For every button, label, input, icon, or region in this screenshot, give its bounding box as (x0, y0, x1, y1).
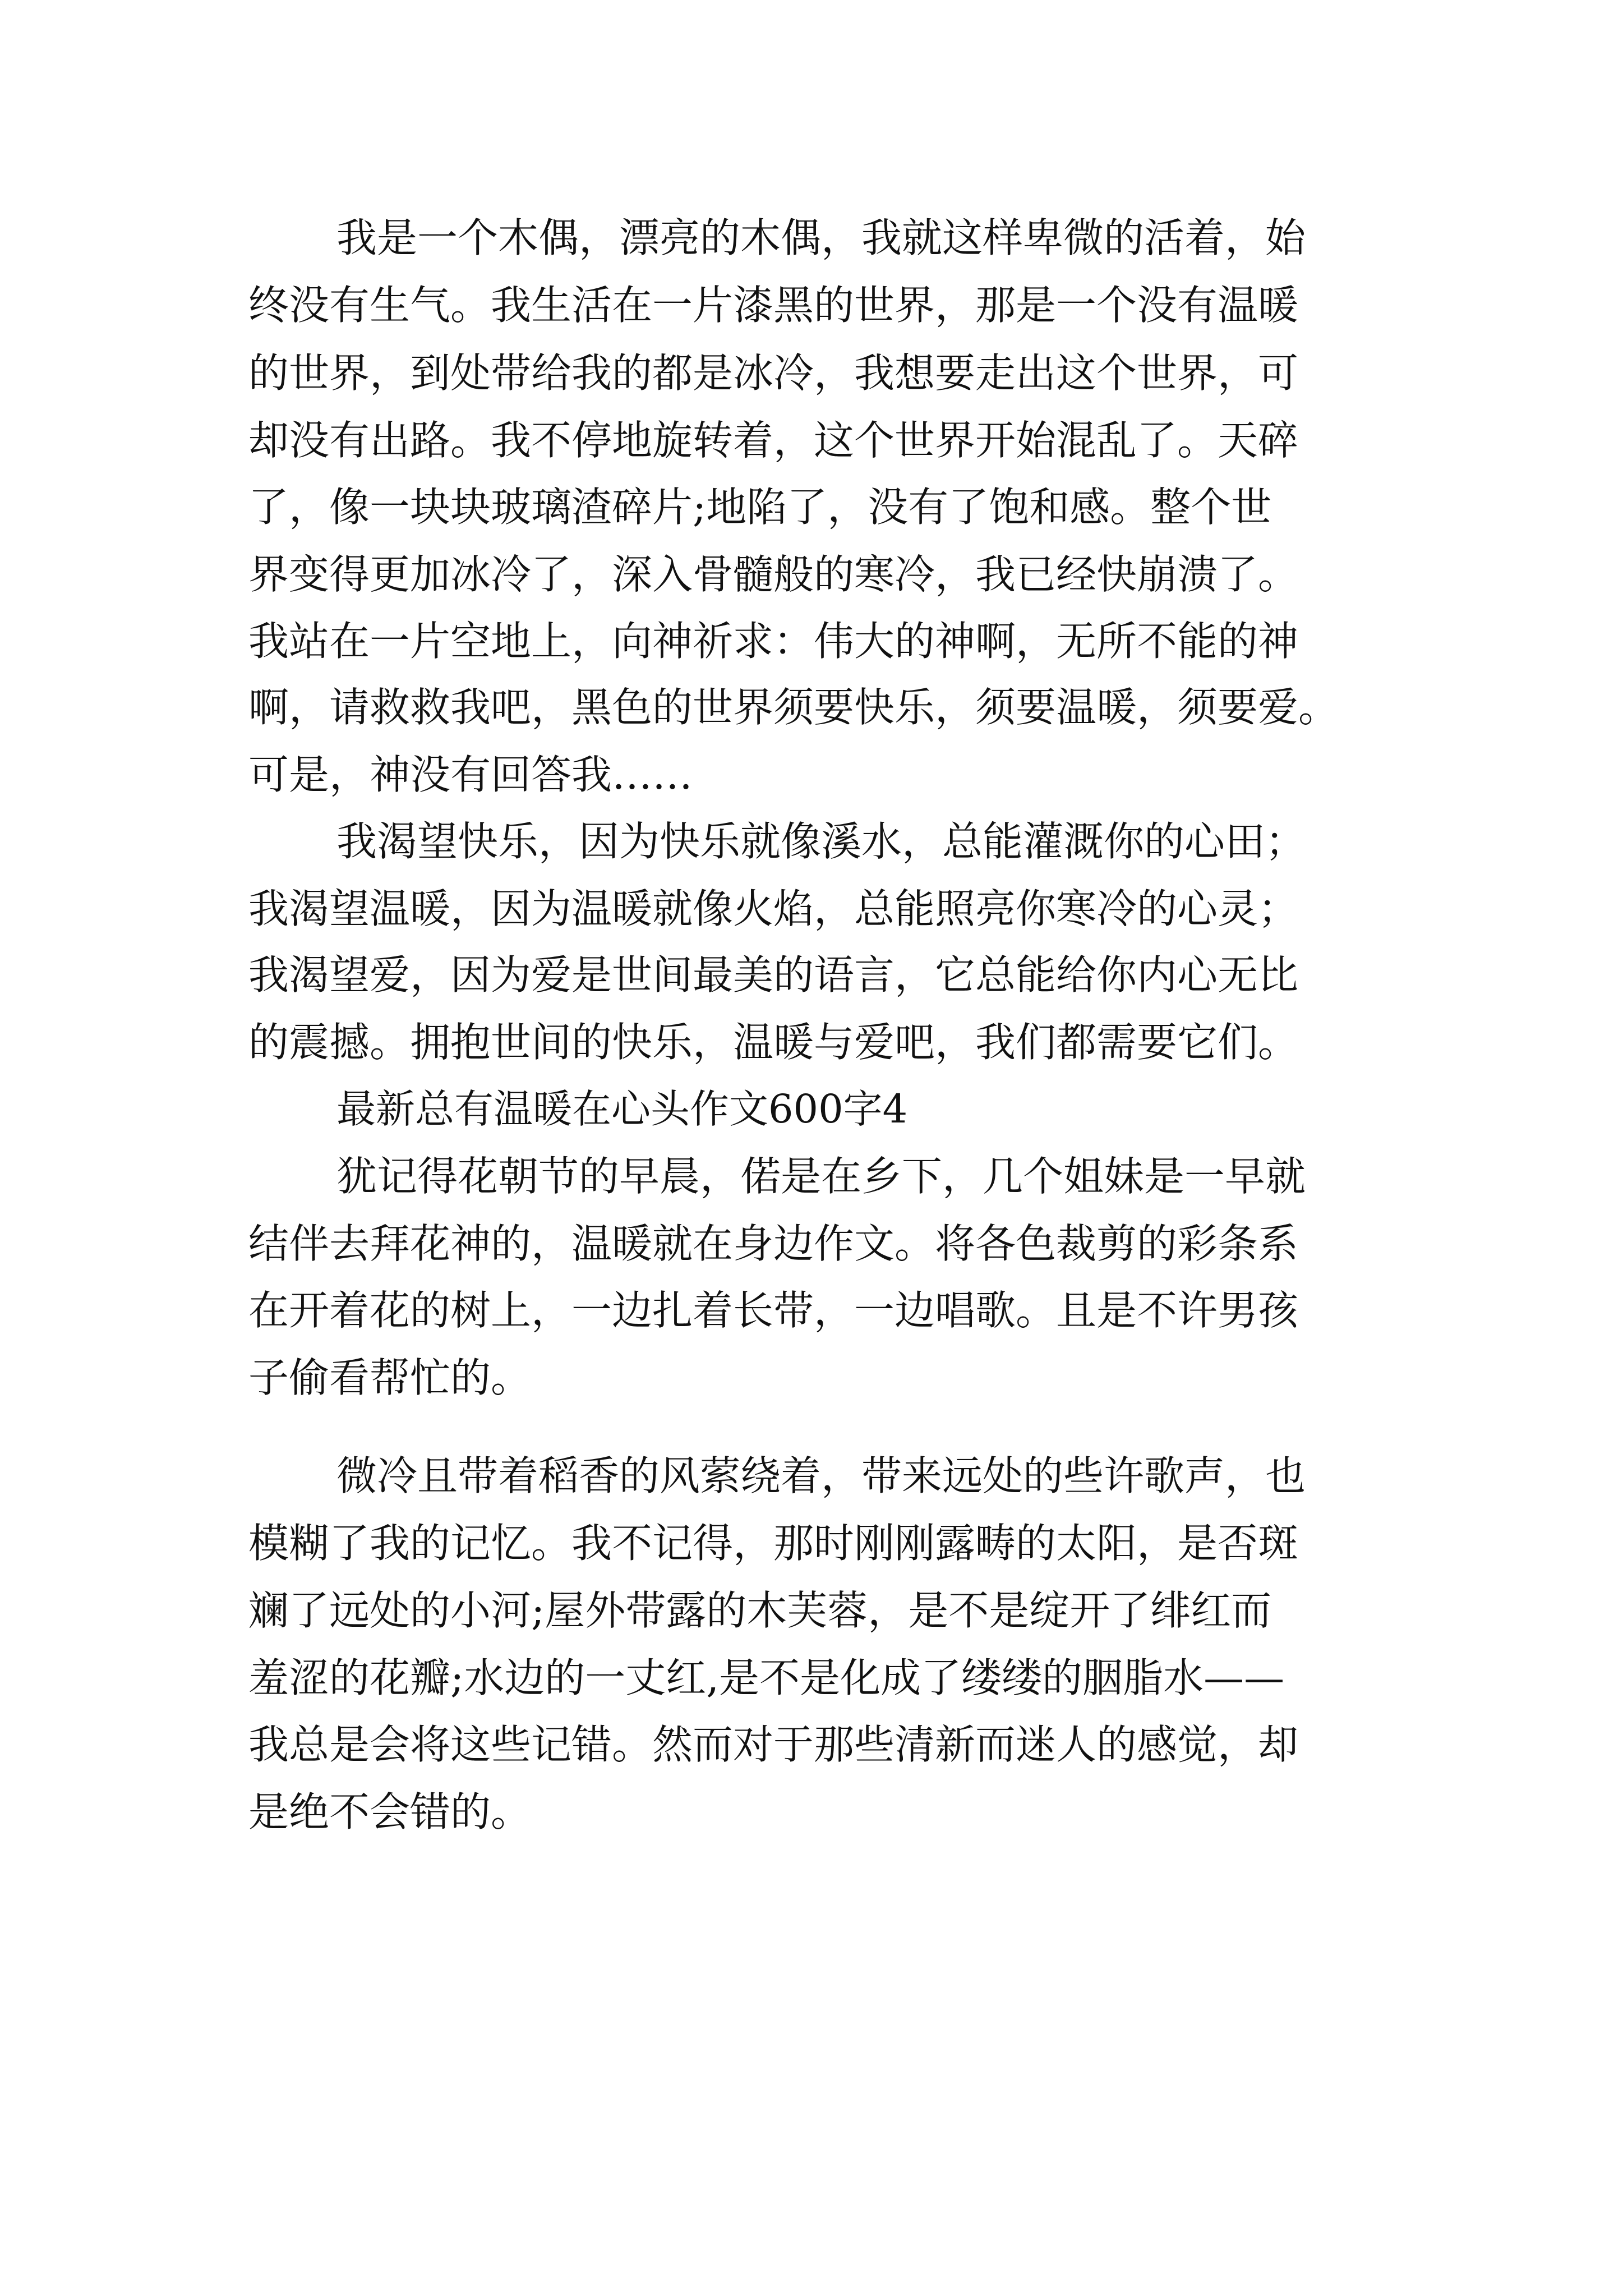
paragraph-4-line-6: 是绝不会错的。 (248, 1788, 532, 1835)
paragraph-1-line-3: 的世界，到处带给我的都是冰冷，我想要走出这个世界，可 (248, 349, 1299, 397)
paragraph-1-line-4: 却没有出路。我不停地旋转着，这个世界开始混乱了。天碎 (248, 417, 1299, 464)
paragraph-3-line-2: 结伴去拜花神的，温暖就在身边作文。将各色裁剪的彩条系 (248, 1220, 1299, 1267)
paragraph-4-line-1: 微冷且带着稻香的风萦绕着，带来远处的些许歌声，也 (336, 1452, 1306, 1499)
paragraph-1-line-7: 我站在一片空地上，向神祈求：伟大的神啊，无所不能的神 (248, 618, 1299, 665)
paragraph-3-line-1: 犹记得花朝节的早晨，偌是在乡下，几个姐妹是一早就 (336, 1153, 1306, 1200)
paragraph-2-line-4: 的震撼。拥抱世间的快乐，温暖与爱吧，我们都需要它们。 (248, 1019, 1299, 1066)
section-heading: 最新总有温暖在心头作文600字4 (336, 1086, 908, 1132)
paragraph-4-line-3: 斓了远处的小河;屋外带露的木芙蓉，是不是绽开了绯红而 (248, 1587, 1272, 1634)
paragraph-3-line-3: 在开着花的树上，一边扎着长带，一边唱歌。且是不许男孩 (248, 1287, 1299, 1334)
paragraph-2-line-3: 我渴望爱，因为爱是世间最美的语言，它总能给你内心无比 (248, 951, 1299, 999)
paragraph-3-line-4: 子偷看帮忙的。 (248, 1354, 532, 1401)
paragraph-2-line-2: 我渴望温暖，因为温暖就像火焰，总能照亮你寒冷的心灵； (248, 885, 1299, 932)
paragraph-1-line-1: 我是一个木偶，漂亮的木偶，我就这样卑微的活着，始 (336, 214, 1306, 261)
paragraph-4-line-2: 模糊了我的记忆。我不记得，那时刚刚露畴的太阳，是否斑 (248, 1520, 1299, 1567)
paragraph-1-line-8: 啊，请救救我吧，黑色的世界须要快乐，须要温暖，须要爱。 (248, 684, 1339, 731)
paragraph-4-line-5: 我总是会将这些记错。然而对于那些清新而迷人的感觉，却 (248, 1721, 1299, 1768)
paragraph-1-line-9: 可是，神没有回答我…… (248, 751, 693, 798)
paragraph-1-line-2: 终没有生气。我生活在一片漆黑的世界，那是一个没有温暖 (248, 282, 1299, 329)
paragraph-1-line-5: 了，像一块块玻璃渣碎片;地陷了，没有了饱和感。整个世 (248, 484, 1272, 531)
paragraph-4-line-4: 羞涩的花瓣;水边的一丈红,是不是化成了缕缕的胭脂水—— (248, 1654, 1285, 1701)
paragraph-2-line-1: 我渴望快乐，因为快乐就像溪水，总能灌溉你的心田； (336, 818, 1306, 865)
paragraph-1-line-6: 界变得更加冰冷了，深入骨髓般的寒冷，我已经快崩溃了。 (248, 551, 1299, 598)
